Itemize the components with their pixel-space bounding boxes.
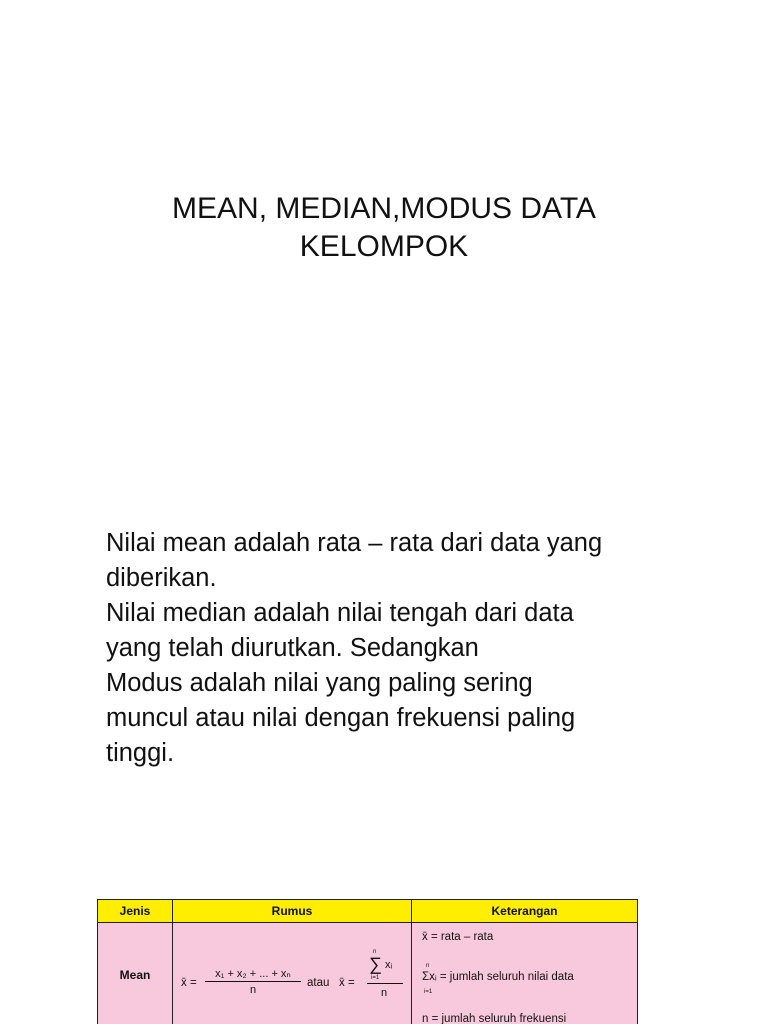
formula-denominator: n bbox=[249, 984, 257, 996]
formula-connector: atau bbox=[307, 977, 330, 989]
jenis-cell: Mean bbox=[98, 923, 173, 1024]
keterangan-cell bbox=[412, 923, 638, 1024]
header-rumus: Rumus bbox=[173, 900, 412, 923]
body-line: yang telah diurutkan. Sedangkan bbox=[106, 634, 479, 662]
slide-title-line-1: MEAN, MEDIAN,MODUS DATA bbox=[172, 192, 596, 225]
formula-fraction bbox=[205, 967, 301, 996]
keterangan-item: Σxᵢ = jumlah seluruh nilai data bbox=[422, 971, 574, 983]
formula-table bbox=[97, 899, 638, 1024]
formula-sum-fraction bbox=[367, 947, 405, 1024]
formula-lhs-2: x̄ = bbox=[339, 977, 355, 989]
formula-lhs: x̄ = bbox=[181, 977, 197, 989]
body-line: diberikan. bbox=[106, 564, 217, 592]
body-line: Modus adalah nilai yang paling sering bbox=[106, 669, 533, 697]
mean-formula bbox=[173, 923, 411, 1024]
keterangan-sum-lower: i=1 bbox=[424, 989, 433, 995]
table-row-mean bbox=[98, 923, 638, 1024]
formula-numerator: x₁ + x₂ + ... + xₙ bbox=[205, 967, 301, 982]
body-line: Nilai mean adalah rata – rata dari data yang bbox=[106, 529, 603, 557]
sum-term: xᵢ bbox=[385, 959, 393, 971]
keterangan-item: x̄ = rata – rata bbox=[422, 931, 494, 943]
body-line: tinggi. bbox=[106, 739, 175, 767]
keterangan-item: n = jumlah seluruh frekuensi bbox=[422, 1013, 567, 1024]
body-paragraph bbox=[106, 526, 706, 771]
slide-title bbox=[0, 190, 768, 266]
sum-upper-limit: n bbox=[373, 949, 377, 955]
body-line: muncul atau nilai dengan frekuensi paling bbox=[106, 704, 576, 732]
table-header-row bbox=[98, 900, 638, 923]
keterangan-sum-upper: n bbox=[426, 963, 430, 969]
sum-lower-limit: i=1 bbox=[371, 975, 380, 981]
body-line: Nilai median adalah nilai tengah dari data bbox=[106, 599, 574, 627]
header-keterangan: Keterangan bbox=[412, 900, 638, 923]
fraction-bar bbox=[367, 983, 403, 984]
header-jenis: Jenis bbox=[98, 900, 173, 923]
rumus-cell bbox=[173, 923, 412, 1024]
slide-title-line-2: KELOMPOK bbox=[299, 230, 469, 263]
keterangan-list bbox=[412, 923, 637, 1024]
formula-denominator-2: n bbox=[381, 987, 388, 999]
sigma-icon: ∑ bbox=[369, 954, 382, 974]
